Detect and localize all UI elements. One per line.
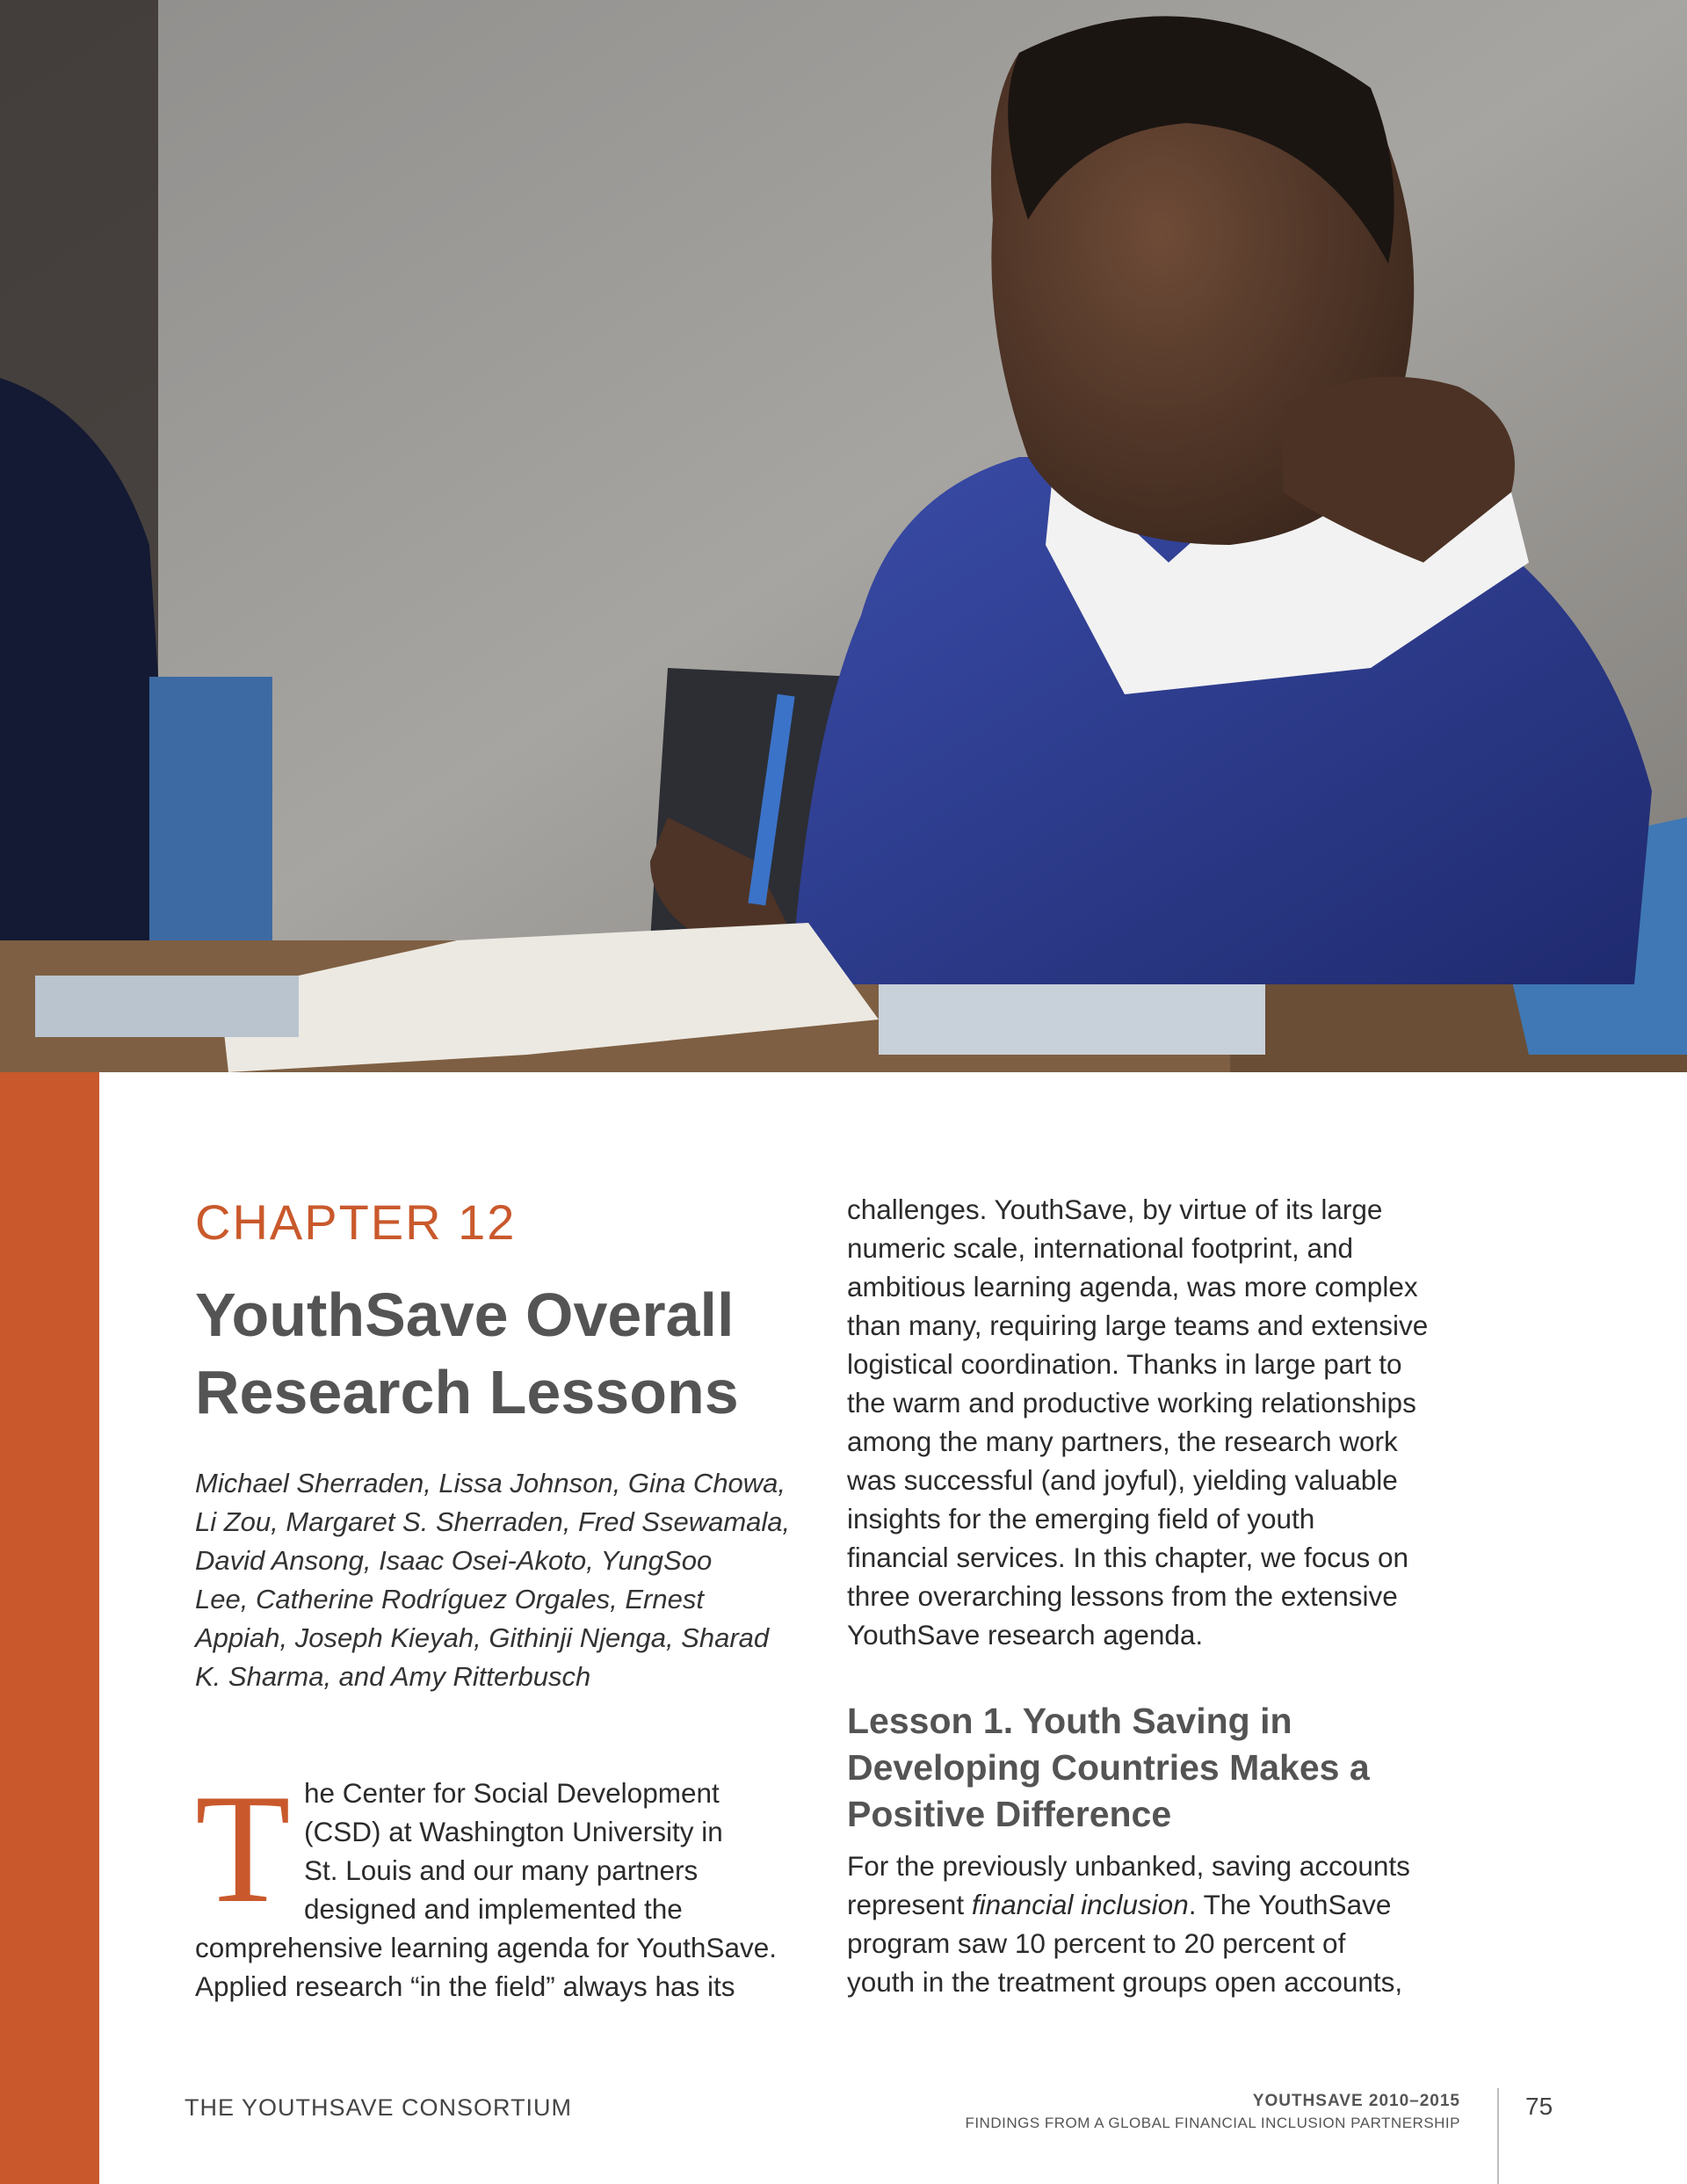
author-line: Li Zou, Margaret S. Sherraden, Fred Ssewamala,	[195, 1506, 791, 1537]
text-line: among the many partners, the research work	[847, 1426, 1398, 1457]
author-line: David Ansong, Isaac Osei-Akoto, YungSoo	[195, 1545, 713, 1576]
intro-line: St. Louis and our many partners	[304, 1854, 699, 1886]
page-number: 75	[1525, 2093, 1553, 2120]
text-line: For the previously unbanked, saving accounts	[847, 1850, 1410, 1882]
text-line: program saw 10 percent to 20 percent of	[847, 1927, 1346, 1959]
drop-cap: T	[195, 1761, 291, 1935]
footer-publication	[965, 2092, 1460, 2132]
hero-photo-illustration	[0, 0, 1687, 1072]
text-line: logistical coordination. Thanks in large part to	[847, 1348, 1402, 1380]
right-pencil-box	[879, 984, 1265, 1055]
lesson-1-heading	[847, 1698, 1462, 1838]
text-line: three overarching lessons from the extensive	[847, 1580, 1398, 1612]
text-line: youth in the treatment groups open accounts,	[847, 1966, 1403, 1998]
text-span: represent	[847, 1889, 972, 1920]
author-line: Appiah, Joseph Kieyah, Githinji Njenga, Sharad	[195, 1622, 770, 1653]
footer-divider	[1497, 2088, 1499, 2184]
intro-line: comprehensive learning agenda for YouthSave.	[195, 1932, 777, 1963]
lesson-1-paragraph	[847, 1847, 1462, 2001]
text-line: numeric scale, international footprint, and	[847, 1232, 1354, 1264]
hero-photo	[0, 0, 1687, 1072]
text-line: ambitious learning agenda, was more complex	[847, 1271, 1418, 1302]
heading-line: Developing Countries Makes a	[847, 1747, 1370, 1788]
heading-line: Lesson 1. Youth Saving in	[847, 1701, 1292, 1741]
left-chair	[149, 677, 272, 940]
chapter-title	[195, 1276, 810, 1431]
text-line	[847, 1885, 1462, 1924]
chapter-title-line: YouthSave Overall	[195, 1281, 735, 1349]
text-span: . The YouthSave	[1188, 1889, 1392, 1920]
intro-line: Applied research “in the field” always has its	[195, 1970, 735, 2002]
footer-publication-title: YOUTHSAVE 2010–2015	[1252, 2092, 1460, 2110]
intro-paragraph	[195, 1761, 810, 2002]
intro-line: designed and implemented the	[304, 1893, 683, 1925]
text-line: was successful (and joyful), yielding valuable	[847, 1464, 1398, 1496]
left-pencil-box	[35, 976, 299, 1037]
author-line: K. Sharma, and Amy Ritterbusch	[195, 1661, 591, 1692]
text-line: than many, requiring large teams and extensive	[847, 1310, 1429, 1341]
intro-line: (CSD) at Washington University in	[304, 1816, 723, 1847]
text-line: challenges. YouthSave, by virtue of its large	[847, 1194, 1383, 1225]
chapter-number: CHAPTER 12	[195, 1194, 517, 1250]
author-list	[195, 1464, 810, 1696]
footer-publication-subtitle: FINDINGS FROM A GLOBAL FINANCIAL INCLUSION PARTNERSHIP	[965, 2115, 1460, 2131]
emphasis-financial-inclusion: financial inclusion	[971, 1889, 1189, 1920]
text-line: insights for the emerging field of youth	[847, 1503, 1315, 1535]
author-line: Lee, Catherine Rodríguez Orgales, Ernest	[195, 1584, 704, 1614]
text-line: YouthSave research agenda.	[847, 1619, 1204, 1651]
chapter-title-line: Research Lessons	[195, 1358, 739, 1426]
intro-line: he Center for Social Development	[304, 1777, 720, 1809]
footer-publisher: THE YOUTHSAVE CONSORTIUM	[185, 2094, 573, 2121]
heading-line: Positive Difference	[847, 1794, 1172, 1834]
text-line: financial services. In this chapter, we focus on	[847, 1542, 1409, 1573]
paragraph-continued	[847, 1190, 1462, 1654]
text-line: the warm and productive working relationships	[847, 1387, 1416, 1419]
author-line: Michael Sherraden, Lissa Johnson, Gina Chowa,	[195, 1468, 786, 1498]
right-column	[847, 1190, 1462, 2001]
